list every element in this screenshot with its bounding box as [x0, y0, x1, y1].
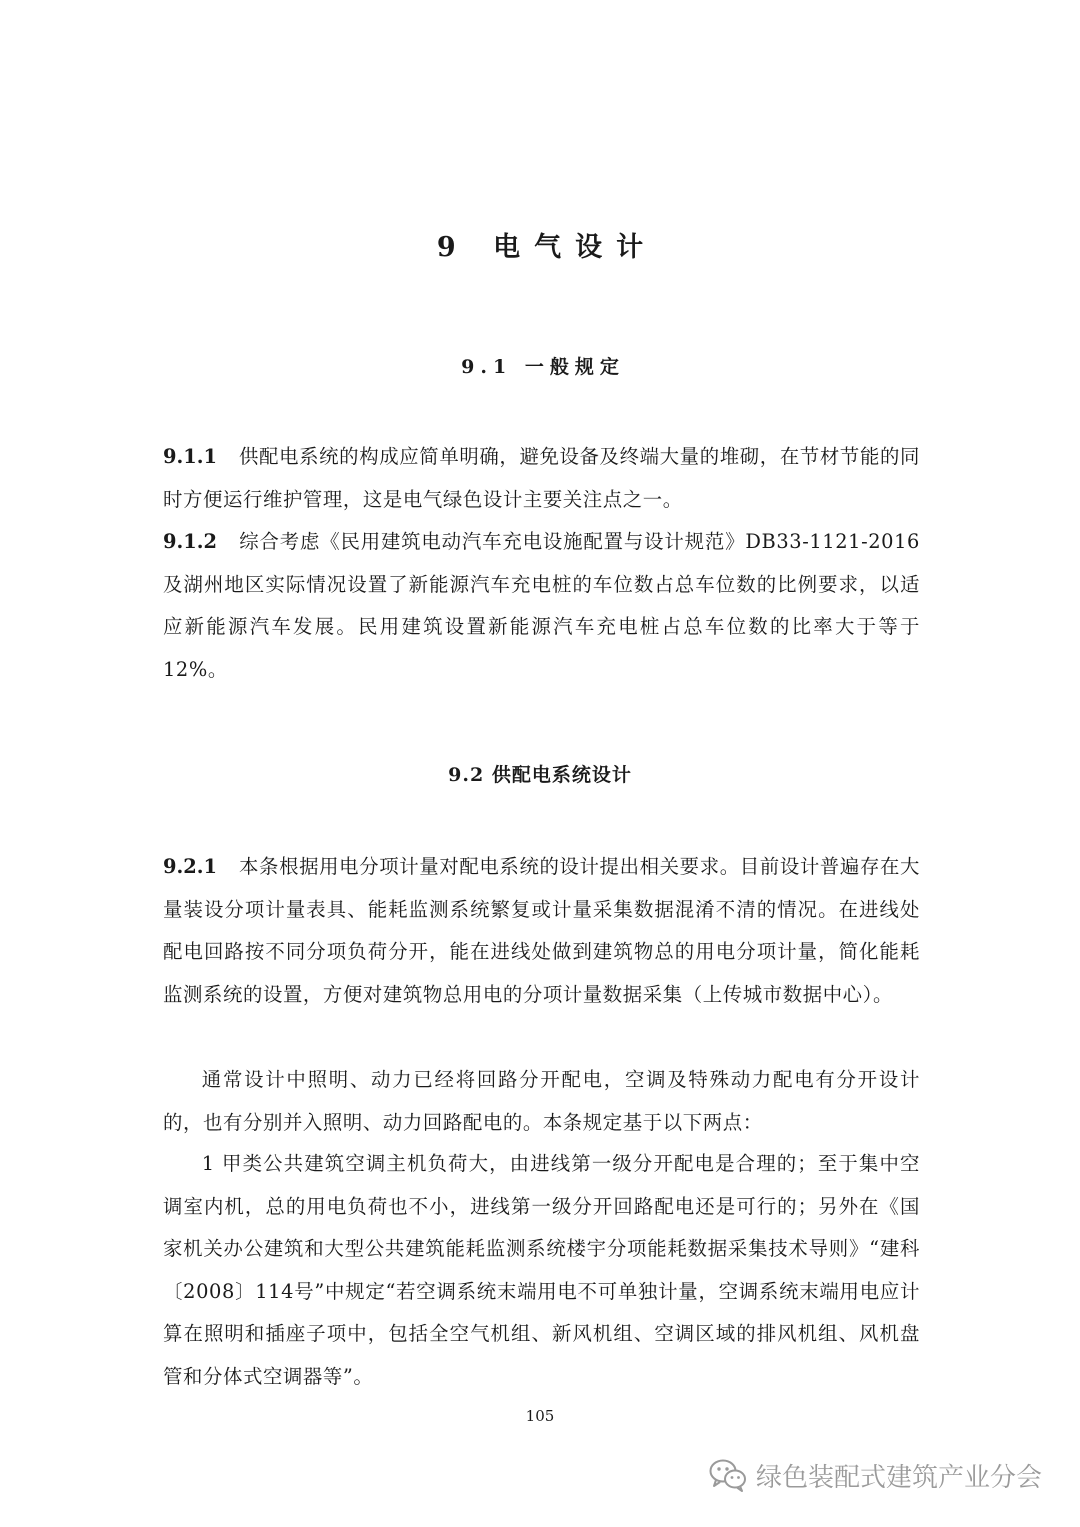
section-title-9-1: 9.1 一般规定	[461, 356, 625, 378]
body-paragraph: 通常设计中照明、动力已经将回路分开配电，空调及特殊动力配电有分开设计的，也有分别并入照明、动力回路配电的。本条规定基于以下两点：	[163, 1068, 920, 1134]
watermark-text: 绿色装配式建筑产业分会	[756, 1462, 1043, 1493]
clause-number: 9.1.2	[163, 530, 217, 553]
clause-9-1-2	[163, 521, 920, 691]
page-number: 105	[525, 1407, 555, 1425]
list-item-paragraph: 1 甲类公共建筑空调主机负荷大，由进线第一级分开配电是合理的；至于集中空调室内机，总的用电负荷也不小，进线第一级分开回路配电还是可行的；另外在《国家机关办公建筑和大型公共建筑能耗监测系统楼宇分项能耗数据采集技术导则》“建科〔2008〕114号”中规定“若空调系统末端用电不可单独计量，空调系统末端用电应计算在照明和插座子项中，包括全空气机组、新风机组、空调区域的排风机组、风机盘管和分体式空调器等”。	[163, 1152, 920, 1388]
clause-9-1-1	[163, 436, 920, 521]
clause-text: 供配电系统的构成应简单明确，避免设备及终端大量的堆砌，在节材节能的同时方便运行维护管理，这是电气绿色设计主要关注点之一。	[163, 445, 920, 511]
wechat-icon	[708, 1458, 748, 1492]
watermark	[708, 1455, 1042, 1495]
clause-9-2-1	[163, 846, 920, 1016]
clause-text: 综合考虑《民用建筑电动汽车充电设施配置与设计规范》DB33-1121-2016及湖州地区实际情况设置了新能源汽车充电桩的车位数占总车位数的比例要求，以适应新能源汽车发展。民用建筑设置新能源汽车充电桩占总车位数的比率大于等于12%。	[163, 530, 920, 681]
section-title-9-2: 9.2 供配电系统设计	[448, 764, 632, 786]
chapter-title: 9 电气设计	[436, 232, 658, 263]
clause-text: 本条根据用电分项计量对配电系统的设计提出相关要求。目前设计普遍存在大量装设分项计量表具、能耗监测系统繁复或计量采集数据混淆不清的情况。在进线处配电回路按不同分项负荷分开，能在进线处做到建筑物总的用电分项计量，简化能耗监测系统的设置，方便对建筑物总用电的分项计量数据采集（上传城市数据中心）。	[163, 855, 920, 1006]
clause-number: 9.1.1	[163, 445, 217, 468]
clause-number: 9.2.1	[163, 855, 217, 878]
